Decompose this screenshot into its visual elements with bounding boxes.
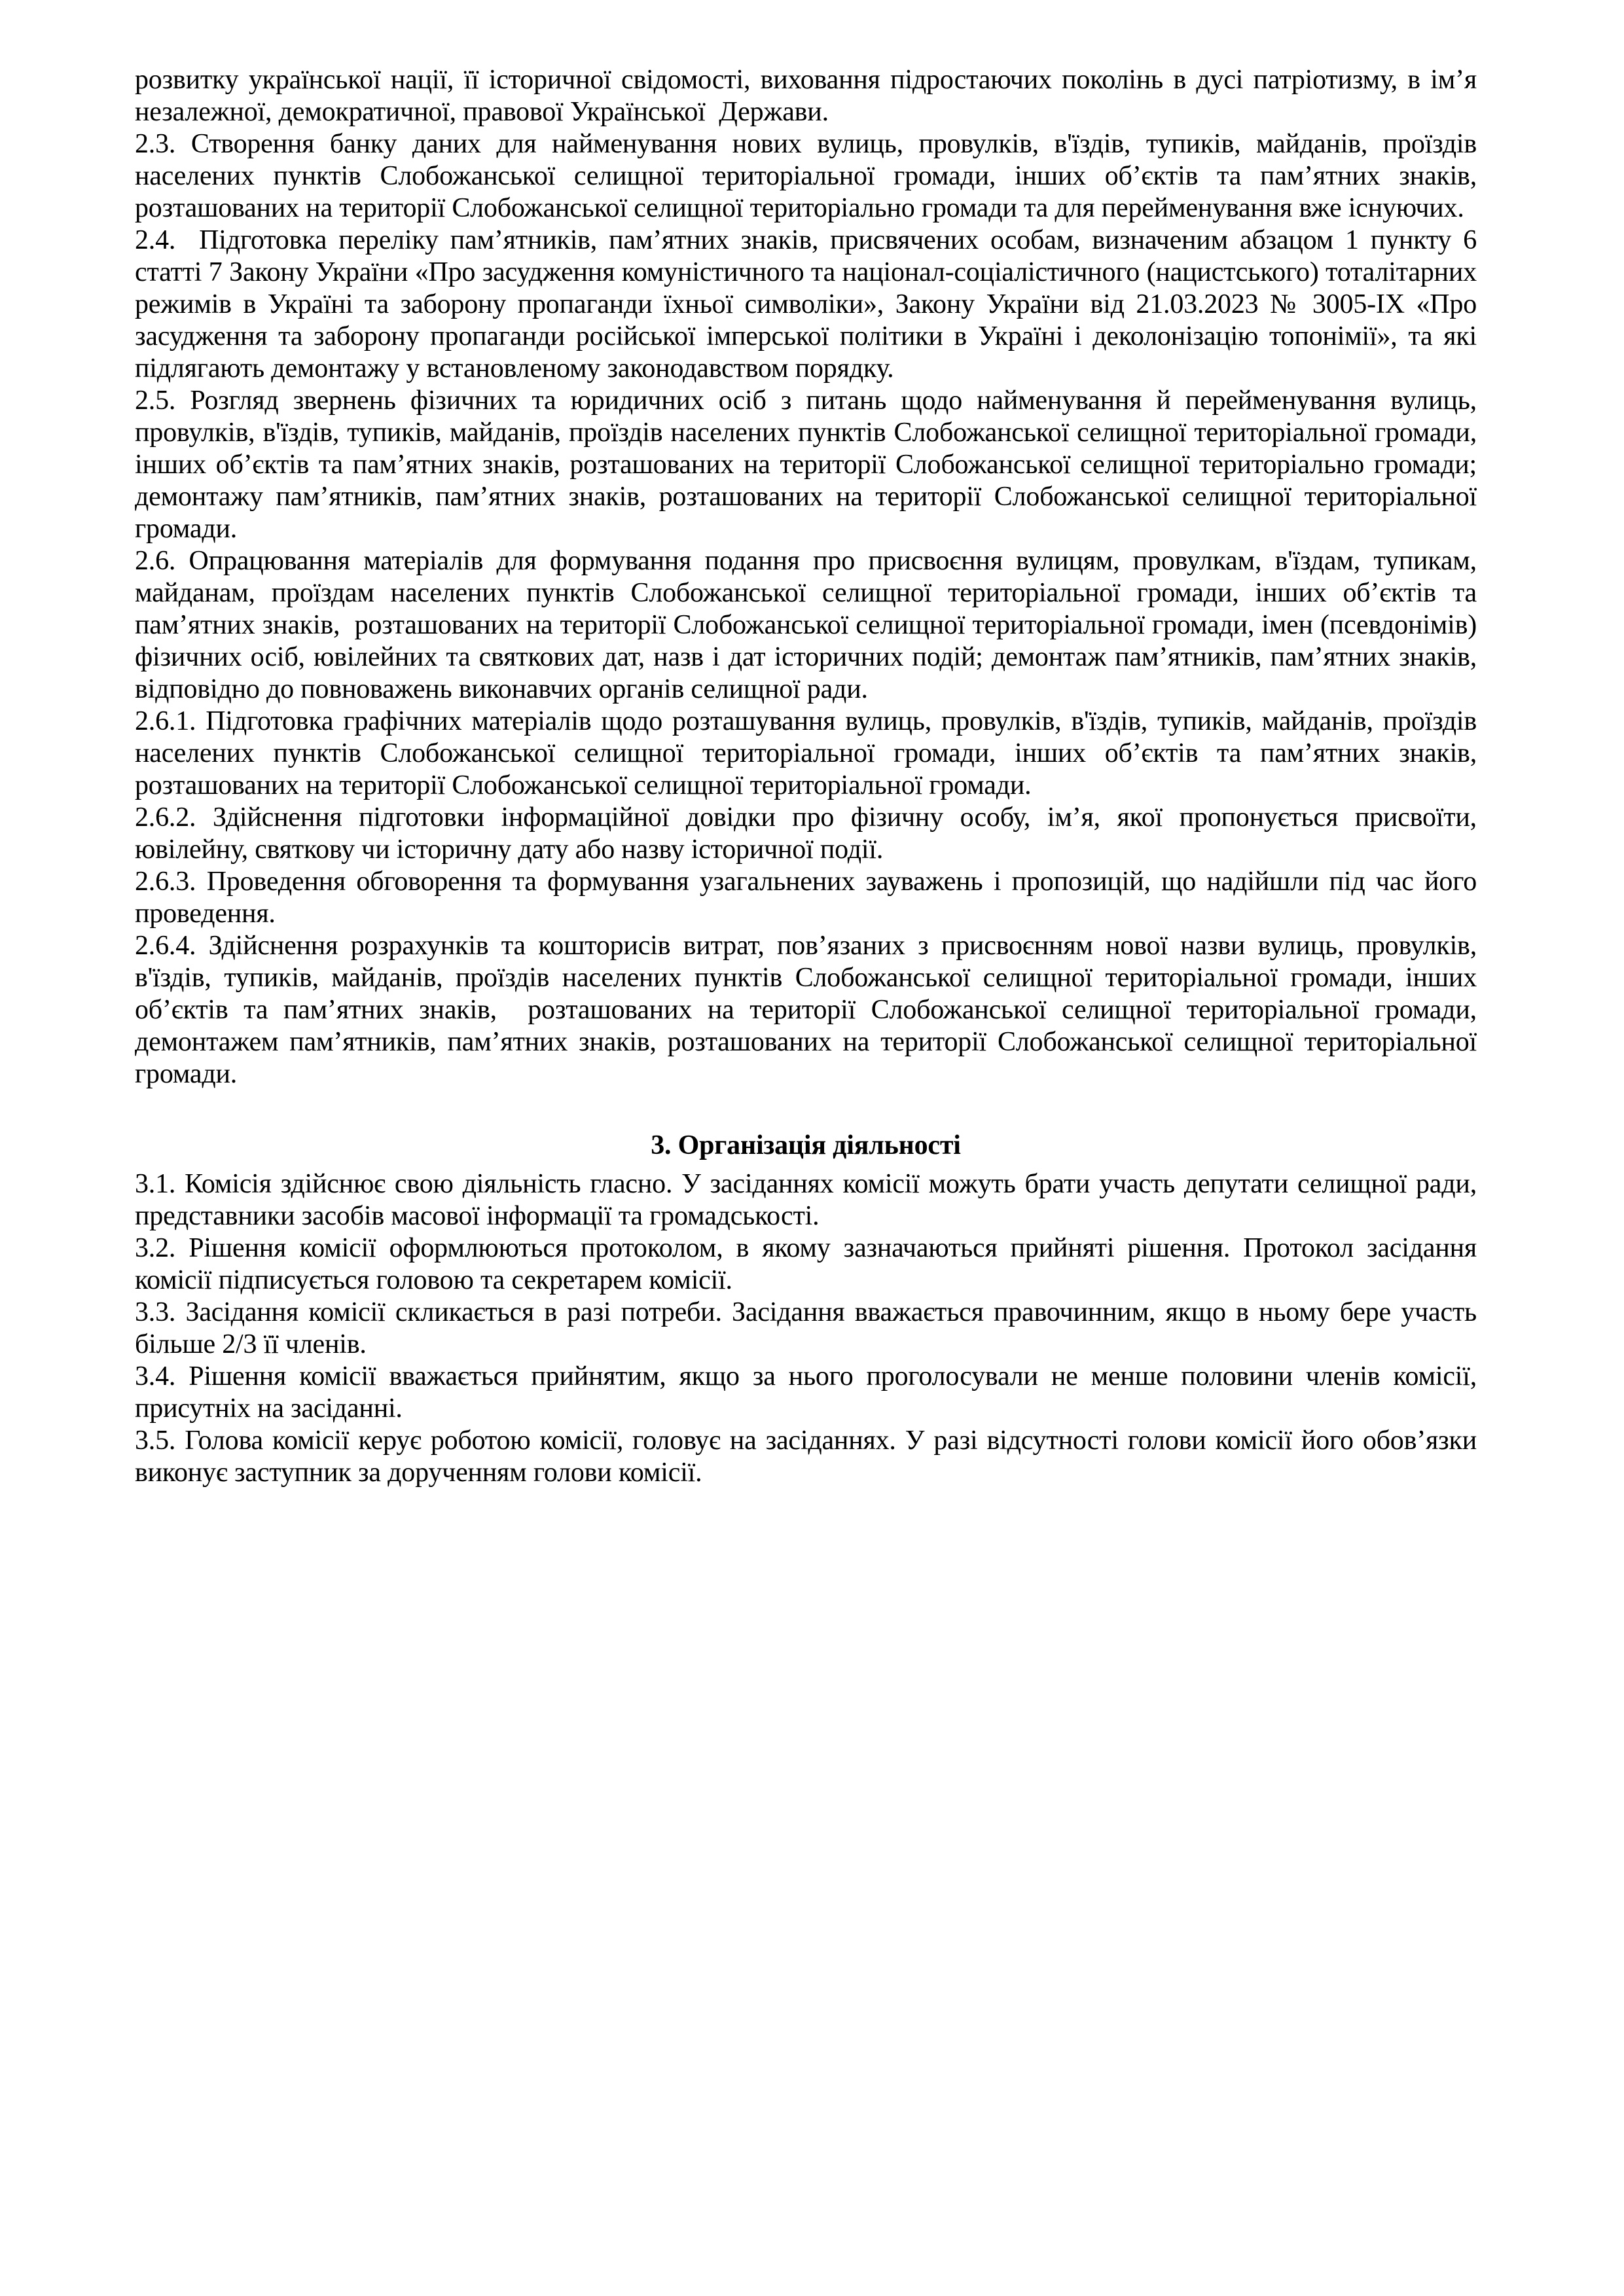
- paragraph: 3.3. Засідання комісії скликається в разі потреби. Засідання вважається правочинним, якщо в ньому бере участь більше 2/3 її членів.: [135, 1297, 1484, 1359]
- paragraph: 2.4. Підготовка переліку пам’ятників, пам’ятних знаків, присвячених особам, визначеним абзацом 1 пункту 6 статті 7 Закону України «Про засудження комуністичного та націонал-соціалістичного (нацистського) тоталітарних режимів в Україні та заборону пропаганди їхньої символіки», Закону України від 21.03.2023 № 3005-IX «Про засудження та заборону пропаганди російської імперської політики в Україні і деколонізацію топонімії», та які підлягають демонтажу у встановленому законодавством порядку.: [135, 225, 1484, 384]
- paragraph: 2.6.1. Підготовка графічних матеріалів щодо розташування вулиць, провулків, в'їздів, тупиків, майданів, проїздів населених пунктів Слобожанської селищної територіальної громади, інших об’єктів та пам’ятних знаків, розташованих на території Слобожанської селищної територіальної громади.: [135, 706, 1490, 800]
- paragraph: 2.6. Опрацювання матеріалів для формування подання про присвоєння вулицям, провулкам, в'їздам, тупикам, майданам, проїздам населених пунктів Слобожанської селищної територіальної громади, інших об’єктів та пам’ятних знаків, розташованих на території Слобожанської селищної територіальної громади, імен (псевдонімів) фізичних осіб, ювілейних та святкових дат, назв і дат історичних подій; демонтаж пам’ятників, пам’ятних знаків, відповідно до повноважень виконавчих органів селищної ради.: [135, 546, 1484, 704]
- paragraph: 3.4. Рішення комісії вважається прийнятим, якщо за нього проголосували не менше половини членів комісії, присутніх на засіданні.: [135, 1361, 1484, 1424]
- paragraph: 2.5. Розгляд звернень фізичних та юридичних осіб з питань щодо найменування й перейменування вулиць, провулків, в'їздів, тупиків, майданів, проїздів населених пунктів Слобожанської селищної територіальної громади, інших об’єктів та пам’ятних знаків, розташованих на території Слобожанської селищної територіально громади; демонтажу пам’ятників, пам’ятних знаків, розташованих на території Слобожанської селищної територіальної громади.: [135, 386, 1484, 544]
- document-text-block: [135, 64, 1490, 1489]
- paragraph: 2.3. Створення банку даних для найменування нових вулиць, провулків, в'їздів, тупиків, майданів, проїздів населених пунктів Слобожанської селищної територіальної громади, інших об’єктів та пам’ятних знаків, розташованих на території Слобожанської селищної територіально громади та для перейменування вже існуючих.: [135, 129, 1490, 223]
- paragraph: 2.6.3. Проведення обговорення та формування узагальнених зауважень і пропозицій, що надійшли під час його проведення.: [135, 867, 1484, 929]
- paragraph: 2.6.2. Здійснення підготовки інформаційної довідки про фізичну особу, ім’я, якої пропонується присвоїти, ювілейну, святкову чи історичну дату або назву історичної події.: [135, 802, 1484, 865]
- paragraph: 3.5. Голова комісії керує роботою комісії, головує на засіданнях. У разі відсутності голови комісії його обов’язки виконує заступник за дорученням голови комісії.: [135, 1426, 1484, 1488]
- paragraph: 2.6.4. Здійснення розрахунків та кошторисів витрат, пов’язаних з присвоєнням нової назви вулиць, провулків, в'їздів, тупиків, майданів, проїздів населених пунктів Слобожанської селищної територіальної громади, інших об’єктів та пам’ятних знаків, розташованих на території Слобожанської селищної територіальної громади, демонтажем пам’ятників, пам’ятних знаків, розташованих на території Слобожанської селищної територіальної громади.: [135, 931, 1484, 1089]
- paragraph: 3.2. Рішення комісії оформлюються протоколом, в якому зазначаються прийняті рішення. Протокол засідання комісії підписується головою та секретарем комісії.: [135, 1233, 1484, 1295]
- paragraph: розвитку української нації, її історичної свідомості, виховання підростаючих поколінь в дусі патріотизму, в ім’я незалежної, демократичної, правової Української Держави.: [135, 65, 1484, 127]
- paragraph: 3.1. Комісія здійснює свою діяльність гласно. У засіданнях комісії можуть брати участь депутати селищної ради, представники засобів масової інформації та громадськості.: [135, 1169, 1484, 1231]
- section-heading: 3. Організація діяльності: [651, 1130, 961, 1160]
